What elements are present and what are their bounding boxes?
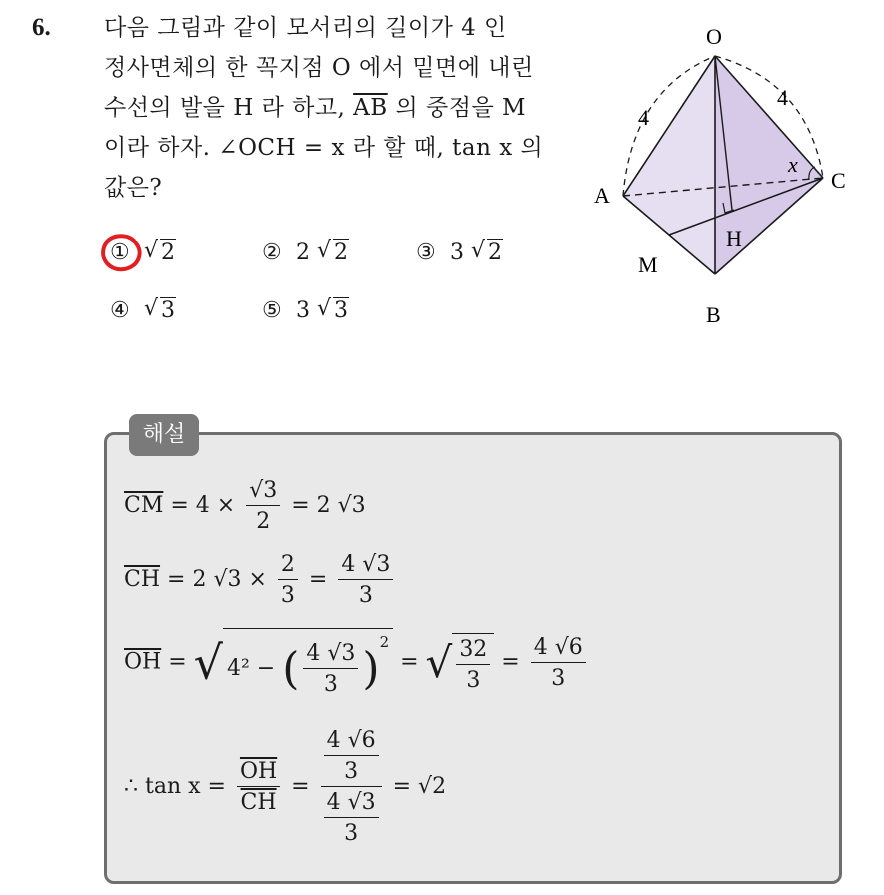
face-oab [623,56,715,274]
question-line-3-text: 수선의 발을 H 라 하고, [104,95,346,121]
eq-ch-a: = 2 √3 × [167,567,267,592]
question-line-4: 이라 하자. ∠OCH = x 라 할 때, tan x 의 [104,135,544,161]
eq-cm-lhs: $\overline{CM}$ [124,493,164,518]
eq-oh: $\overline{OH}$ = √ 4² − ( $\frac{4 √3}{3}$ )$^2$ = √ $\frac{32}{3}$ = $\frac{4 √6}{3}$ [124,628,590,697]
eq-ch-frac1: $\frac{2}{3}$ [278,552,298,608]
choice-3-radicand: 2 [488,240,502,265]
solution-tag: 해설 [129,414,199,456]
eq-oh-exp: 2 [379,633,390,651]
choice-3[interactable] [416,240,503,265]
question-line-1: 다음 그림과 같이 모서리의 길이가 4 인 [104,15,507,41]
choice-4[interactable] [110,298,176,323]
choice-5[interactable] [262,298,349,323]
eq-tan: ∴ tan x = $\frac{\overline{OH}}{CH}$ = $\frac{\frac{4 √6}{3}}{\frac{4 √3}{3}}$ = √2 [124,728,447,846]
tetrahedron-figure [580,10,870,340]
choice-5-radicand: 3 [334,298,348,323]
eq-tan-frac1: $\frac{\overline{OH}}{CH}$ [237,759,280,815]
label-h: H [726,226,742,251]
choice-3-mark: ③ [416,240,436,265]
label-o: O [706,24,722,49]
choice-4-mark: ④ [110,298,130,323]
choice-2[interactable] [262,240,349,265]
eq-cm-rhs: = 2 √3 [291,493,366,518]
label-x: x [788,152,798,177]
choice-3-coef: 3 [450,240,464,265]
choice-1-mark: ① [110,240,130,265]
label-c: C [831,168,846,193]
choice-4-radicand: 3 [161,298,175,323]
label-m: M [638,252,658,277]
choice-5-mark: ⑤ [262,298,282,323]
question-line-2: 정사면체의 한 꼭지점 O 에서 밑면에 내린 [104,55,534,81]
segment-ab: $\overline{AB}$ [353,95,388,121]
label-edge-oc: 4 [777,85,788,110]
label-b: B [706,302,721,327]
eq-tan-pre: ∴ tan x = [124,774,226,799]
question-number: 6. [32,14,51,41]
choice-2-coef: 2 [296,240,310,265]
question-line-3 [104,88,526,128]
eq-ch-lhs: $\overline{CH}$ [124,567,161,592]
eq-ch-frac2: $\frac{4 √3}{3}$ [338,552,393,608]
eq-oh-inner: 4² − [226,656,276,681]
eq-cm-frac: $\frac{√3}{2}$ [246,478,280,534]
eq-oh-frac3: $\frac{4 √6}{3}$ [531,635,586,691]
question-line-3-tail: 의 중점을 M [395,95,527,121]
eq-cm: $\overline{CM} = 4$ × $\frac{√3}{2}$ = 2 √3 [124,478,366,534]
choice-2-radicand: 2 [334,240,348,265]
choice-1-radicand: 2 [161,240,175,265]
eq-oh-lhs: $\overline{OH}$ [124,649,162,675]
eq-tan-result: √2 [418,774,447,799]
selected-circle-icon [98,233,148,275]
question-line-5: 값은? [104,175,163,201]
label-a: A [594,183,610,208]
choice-5-coef: 3 [296,298,310,323]
eq-cm-a: 4 × [195,493,236,518]
eq-oh-frac2: $\frac{32}{3}$ [456,637,490,693]
eq-oh-frac: $\frac{4 √3}{3}$ [303,641,358,697]
eq-ch: $\overline{CH} = 2$ √3 × $\frac{2}{3}$ = $\frac{4 √3}{3}$ [124,552,397,608]
eq-tan-frac2: $\frac{\frac{4 √6}{3}}{\frac{4 √3}{3}}$ [321,728,382,846]
choice-2-mark: ② [262,240,282,265]
label-edge-oa: 4 [638,105,649,130]
